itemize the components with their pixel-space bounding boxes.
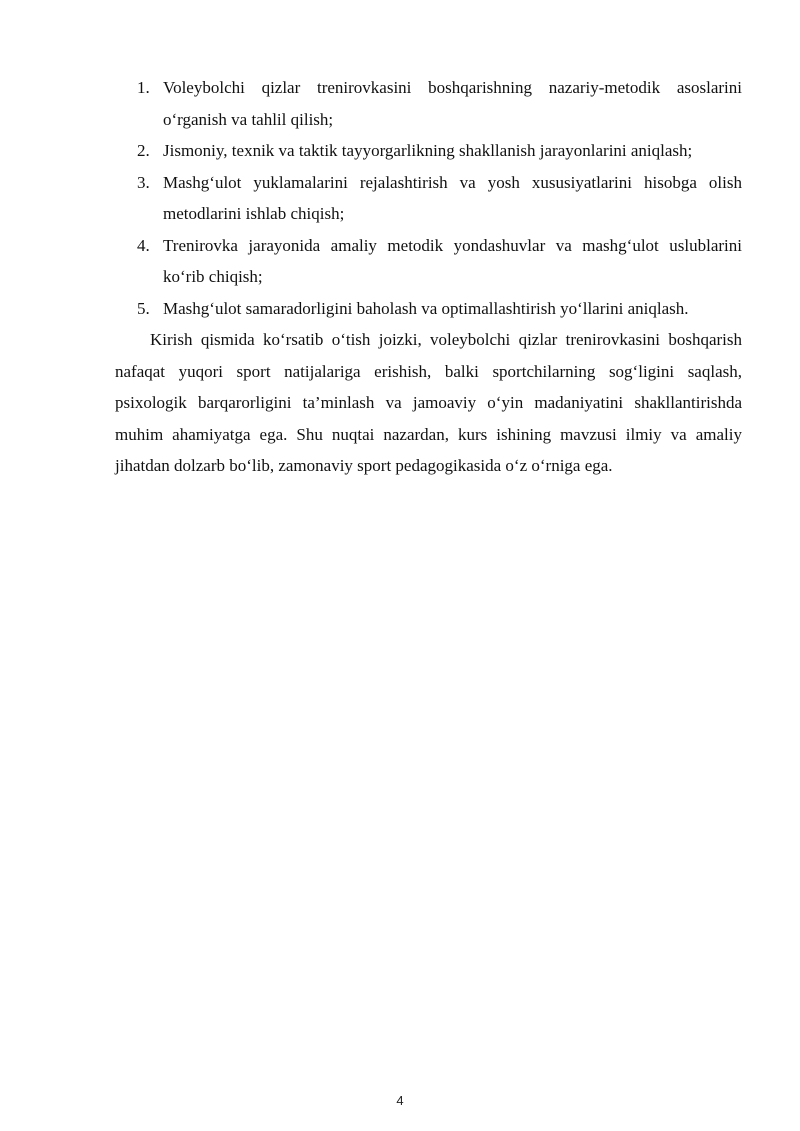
list-item-number: 1.	[137, 78, 150, 97]
list-item	[115, 293, 742, 325]
list-item-text: Trenirovka jarayonida amaliy metodik yondashuvlar va mashg‘ulot uslublarini ko‘rib chiqish;	[163, 235, 742, 286]
list-item-text: Voleybolchi qizlar trenirovkasini boshqarishning nazariy-metodik asoslarini o‘rganish va tahlil qilish;	[163, 78, 742, 129]
list-item-number: 3.	[137, 172, 150, 192]
list-item-text: Mashg‘ulot yuklamalarini rejalashtirish va yosh xususiyatlarini hisobga olish metodlarini ishlab chiqish;	[163, 172, 742, 223]
list-item-number: 5.	[137, 298, 150, 318]
intro-paragraph: Kirish qismida ko‘rsatib o‘tish joizki, voleybolchi qizlar trenirovkasini boshqarish nafaqat yuqori sport natijalariga erishish, balki sportchilarning sog‘ligini saqlash, psixologik barqarorligini ta’minlash va jamoaviy o‘yin madaniyatini shakllantirishda muhim ahamiyatga ega. Shu nuqtai nazardan, kurs ishining mavzusi ilmiy va amaliy jihatdan dolzarb bo‘lib, zamonaviy sport pedagogikasida o‘z o‘rniga ega.	[115, 330, 742, 475]
objectives-list	[115, 72, 742, 324]
list-item	[115, 72, 742, 135]
list-item	[115, 230, 742, 293]
list-item	[115, 135, 742, 167]
list-item-text: Jismoniy, texnik va taktik tayyorgarlikning shakllanish jarayonlarini aniqlash;	[163, 141, 693, 160]
list-item	[115, 167, 742, 230]
list-item-text: Mashg‘ulot samaradorligini baholash va optimallashtirish yo‘llarini aniqlash.	[163, 298, 689, 318]
page-number: 4	[396, 1093, 404, 1108]
list-item-number: 2.	[137, 141, 150, 160]
list-item-number: 4.	[137, 235, 150, 255]
document-body	[115, 72, 742, 482]
